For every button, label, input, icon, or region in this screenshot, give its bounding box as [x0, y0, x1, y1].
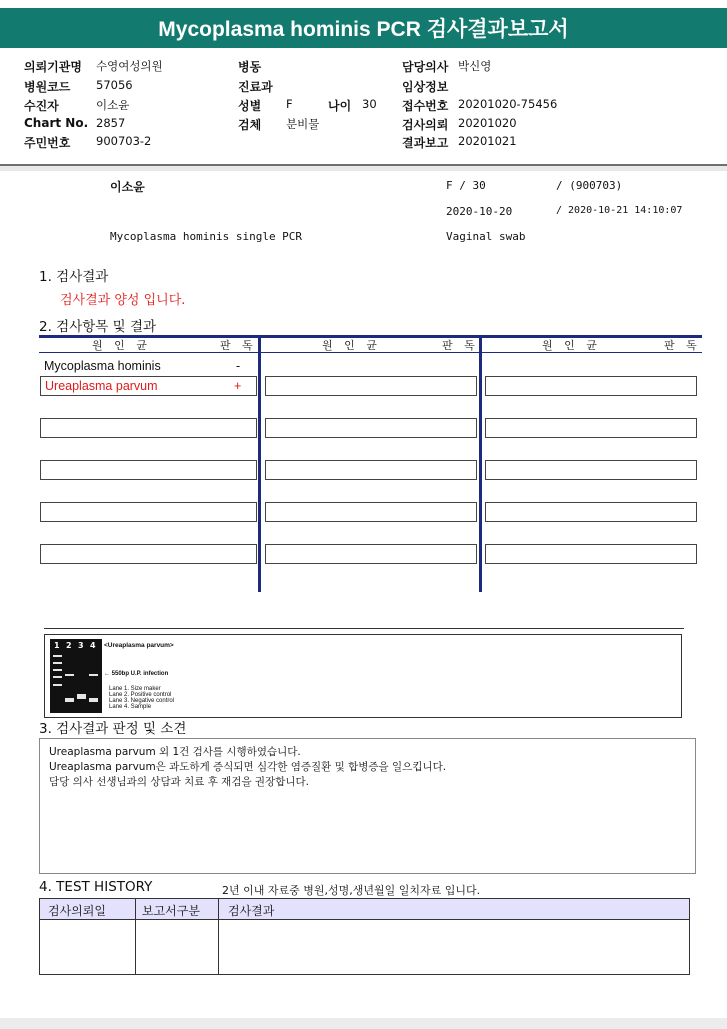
pathogen-result: - — [236, 359, 241, 373]
result-row-box — [265, 376, 477, 396]
opinion-line: 담당 의사 선생님과의 상담과 치료 후 재검을 권장합니다. — [49, 776, 309, 788]
result-row-box — [485, 502, 697, 522]
gel-band — [65, 698, 74, 702]
result-row-box — [265, 544, 477, 564]
specimen-value: 분비물 — [286, 117, 320, 131]
result-row-box — [485, 418, 697, 438]
info-value: 57056 — [96, 78, 133, 92]
opinion-line: Ureaplasma parvum은 과도하게 증식되면 심각한 염증질환 및 합병증을 일으킵니다. — [49, 761, 447, 773]
gel-band — [53, 669, 62, 671]
gel-band-label: ← 550bp U.P. infection — [104, 671, 169, 677]
info-label: 의뢰기관명 — [24, 60, 82, 74]
gel-title: <Ureaplasma parvum> — [104, 642, 174, 649]
sex-value: F — [286, 97, 293, 111]
result-row-box — [265, 460, 477, 480]
info-value: 900703-2 — [96, 134, 152, 148]
report-title: Mycoplasma hominis PCR 검사결과보고서 — [0, 8, 727, 48]
opinion-line: Ureaplasma parvum 외 1건 검사를 시행하였습니다. — [49, 746, 301, 758]
gel-separator — [44, 628, 684, 629]
info-label: 수진자 — [24, 99, 59, 113]
results-grid-divider — [479, 336, 482, 592]
pathogen-result: + — [234, 379, 242, 393]
history-col-request-date: 검사의뢰일 — [48, 904, 106, 918]
section2-title: 2. 검사항목 및 결과 — [39, 319, 157, 335]
gel-lane-number: 3 — [78, 641, 84, 650]
gel-band — [53, 676, 62, 678]
gel-band — [53, 655, 62, 657]
gel-band — [53, 662, 62, 664]
info-value: 20201020-75456 — [458, 97, 558, 111]
gel-lane-number: 2 — [66, 641, 72, 650]
result-row-box — [485, 544, 697, 564]
col-header-pathogen: 원 인 균 — [322, 339, 381, 352]
history-note: 2년 이내 자료중 병원,성명,생년월일 일치자료 입니다. — [222, 884, 481, 897]
info-value: 20201020 — [458, 116, 517, 130]
result-row-box — [265, 418, 477, 438]
result-row-box — [40, 502, 257, 522]
dept-label: 진료과 — [238, 80, 273, 94]
col-header-pathogen: 원 인 균 — [92, 339, 151, 352]
age-label: 나이 — [328, 99, 352, 113]
history-table-header — [40, 899, 689, 920]
col-header-judgement: 판 독 — [220, 339, 257, 352]
info-label: 병원코드 — [24, 80, 71, 94]
section1-title: 1. 검사결과 — [39, 269, 109, 285]
gel-band — [89, 698, 98, 702]
header-divider — [0, 166, 727, 171]
history-col-result: 검사결과 — [228, 904, 275, 918]
history-col-report-type: 보고서구분 — [142, 904, 200, 918]
result-row-box — [40, 460, 257, 480]
result-row-box — [485, 376, 697, 396]
info-label: 담당의사 — [402, 60, 449, 74]
gel-legend-item: Lane 3. Negative control — [109, 698, 175, 704]
summary-specimen: Vaginal swab — [446, 230, 526, 243]
result-row-box — [265, 502, 477, 522]
pathogen-name: Ureaplasma parvum — [45, 379, 158, 393]
info-value: 수영여성의원 — [96, 59, 163, 73]
result-row-box — [40, 544, 257, 564]
gel-band — [77, 694, 86, 699]
history-col-divider — [218, 899, 219, 975]
result-positive-text: 검사결과 양성 입니다. — [60, 293, 186, 308]
history-col-divider — [135, 899, 136, 975]
result-row-box — [485, 460, 697, 480]
col-header-judgement: 판 독 — [442, 339, 479, 352]
info-label: 주민번호 — [24, 136, 71, 150]
info-value: 2857 — [96, 116, 126, 130]
results-grid-divider — [258, 336, 261, 592]
pathogen-name: Mycoplasma hominis — [44, 359, 161, 373]
section4-title: 4. TEST HISTORY — [39, 879, 153, 895]
info-value: 20201021 — [458, 134, 517, 148]
summary-report-datetime: / 2020-10-21 14:10:07 — [556, 205, 683, 216]
summary-sex-age: F / 30 — [446, 179, 486, 192]
age-value: 30 — [362, 97, 377, 111]
gel-legend-item: Lane 2. Positive control — [109, 692, 172, 698]
section3-title: 3. 검사결과 판정 및 소견 — [39, 721, 187, 737]
summary-request-date: 2020-10-20 — [446, 205, 513, 218]
summary-test-name: Mycoplasma hominis single PCR — [110, 230, 303, 243]
info-label: 검사의뢰 — [402, 118, 449, 132]
summary-name: 이소윤 — [110, 180, 145, 194]
sex-label: 성별 — [238, 99, 262, 113]
info-label: 임상정보 — [402, 80, 449, 94]
info-label: 결과보고 — [402, 136, 449, 150]
result-row-box — [40, 418, 257, 438]
gel-band — [53, 684, 62, 686]
gel-legend-item: Lane 1. Size maker — [109, 686, 161, 692]
bottom-bar — [0, 1018, 727, 1029]
info-label: 접수번호 — [402, 99, 449, 113]
specimen-label: 검체 — [238, 118, 262, 132]
gel-band — [65, 674, 74, 676]
gel-band — [89, 674, 98, 676]
info-label: Chart No. — [24, 116, 89, 130]
summary-birth: / (900703) — [556, 179, 623, 192]
gel-lane-number: 4 — [90, 641, 96, 650]
col-header-pathogen: 원 인 균 — [542, 339, 601, 352]
info-value: 이소윤 — [96, 98, 130, 112]
col-header-judgement: 판 독 — [664, 339, 701, 352]
gel-lane-number: 1 — [54, 641, 60, 650]
gel-legend-item: Lane 4. Sample — [109, 704, 152, 710]
info-value: 박신영 — [458, 59, 492, 73]
ward-label: 병동 — [238, 60, 262, 74]
